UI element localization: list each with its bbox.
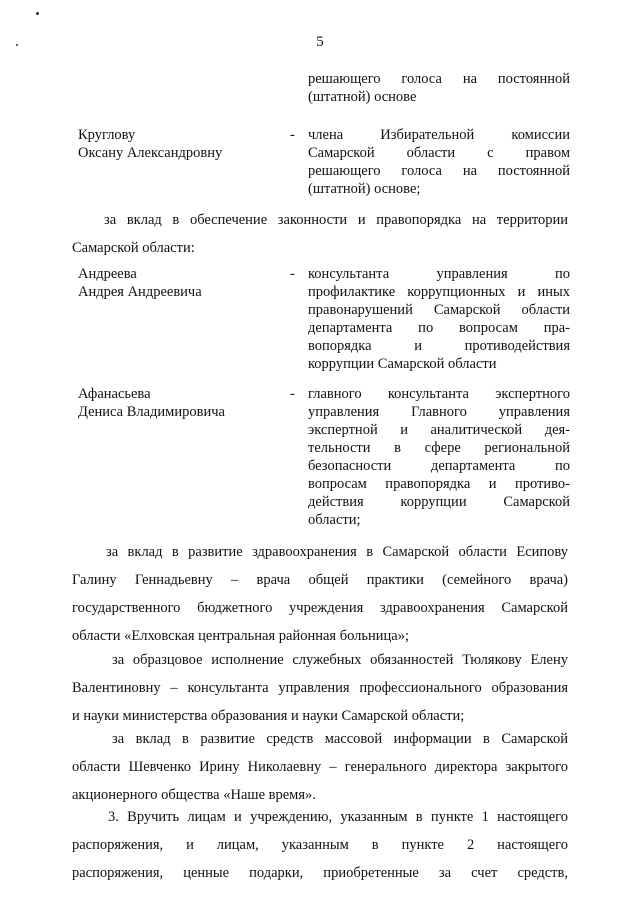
text-line: вопорядка и противодействия bbox=[308, 338, 570, 354]
text-line: экспертной и аналитической дея- bbox=[308, 422, 570, 438]
text-line: (штатной) основе bbox=[308, 89, 417, 105]
scan-speck bbox=[36, 12, 39, 15]
text-line: вопросам правопорядка и противо- bbox=[308, 476, 570, 492]
awardee-name bbox=[78, 265, 278, 301]
dash: - bbox=[290, 386, 295, 402]
page-number: 5 bbox=[316, 34, 324, 50]
text-line: (штатной) основе; bbox=[308, 181, 421, 197]
dash: - bbox=[290, 266, 295, 282]
text-line: действия коррупции Самарской bbox=[308, 494, 570, 510]
text-line: тельности в сфере региональной bbox=[308, 440, 570, 456]
text-line: Галину Геннадьевну – врача общей практики (семейного врача) bbox=[72, 572, 568, 588]
text-line: решающего голоса на постоянной bbox=[308, 163, 570, 179]
position-text bbox=[308, 265, 570, 373]
paragraph-service bbox=[72, 646, 568, 730]
name-line: Дениса Владимировича bbox=[78, 404, 225, 420]
name-line: Андреева bbox=[78, 266, 137, 282]
text-line: консультанта управления по bbox=[308, 266, 570, 282]
text-line: профилактике коррупционных и иных bbox=[308, 284, 570, 300]
awardee-name bbox=[78, 385, 278, 421]
text-line: и науки министерства образования и науки Самарской области; bbox=[72, 708, 465, 724]
position-text bbox=[308, 70, 570, 106]
position-text bbox=[308, 385, 570, 529]
text-line: области Шевченко Ирину Николаевну – генерального директора закрытого bbox=[72, 759, 568, 775]
text-line: за образцовое исполнение служебных обязанностей Тюлякову Елену bbox=[112, 652, 568, 668]
awardee-name bbox=[78, 126, 278, 162]
text-line: области; bbox=[308, 512, 361, 528]
paragraph-item-3 bbox=[72, 803, 568, 887]
text-line: главного консультанта экспертного bbox=[308, 386, 570, 402]
text-line: управления Главного управления bbox=[308, 404, 570, 420]
position-text bbox=[308, 126, 570, 198]
text-line: коррупции Самарской области bbox=[308, 356, 497, 372]
text-line: 3. Вручить лицам и учреждению, указанным в пункте 1 настоящего bbox=[108, 809, 568, 825]
text-line: распоряжения, ценные подарки, приобретенные за счет средств, bbox=[72, 865, 568, 881]
text-line: за вклад в обеспечение законности и правопорядка на территории bbox=[104, 212, 568, 228]
text-line: государственного бюджетного учреждения здравоохранения Самарской bbox=[72, 600, 568, 616]
text-line: Валентиновну – консультанта управления профессионального образования bbox=[72, 680, 568, 696]
text-line: решающего голоса на постоянной bbox=[308, 71, 570, 87]
name-line: Андрея Андреевича bbox=[78, 284, 202, 300]
text-line: за вклад в развитие здравоохранения в Самарской области Есипову bbox=[106, 544, 568, 560]
text-line: области «Елховская центральная районная больница»; bbox=[72, 628, 409, 644]
text-line: Самарской области с правом bbox=[308, 145, 570, 161]
text-line: распоряжения, и лицам, указанным в пункте 2 настоящего bbox=[72, 837, 568, 853]
text-line: департамента по вопросам пра- bbox=[308, 320, 570, 336]
text-line: безопасности департамента по bbox=[308, 458, 570, 474]
paragraph-media bbox=[72, 725, 568, 809]
text-line: Самарской области: bbox=[72, 240, 195, 256]
text-line: члена Избирательной комиссии bbox=[308, 127, 570, 143]
paragraph-healthcare bbox=[72, 538, 568, 650]
text-line: акционерного общества «Наше время». bbox=[72, 787, 316, 803]
name-line: Афанасьева bbox=[78, 386, 151, 402]
name-line: Оксану Александровну bbox=[78, 145, 223, 161]
name-line: Круглову bbox=[78, 127, 136, 143]
dash: - bbox=[290, 127, 295, 143]
text-line: за вклад в развитие средств массовой информации в Самарской bbox=[112, 731, 568, 747]
text-line: правонарушений Самарской области bbox=[308, 302, 570, 318]
section-law-order bbox=[72, 206, 568, 262]
